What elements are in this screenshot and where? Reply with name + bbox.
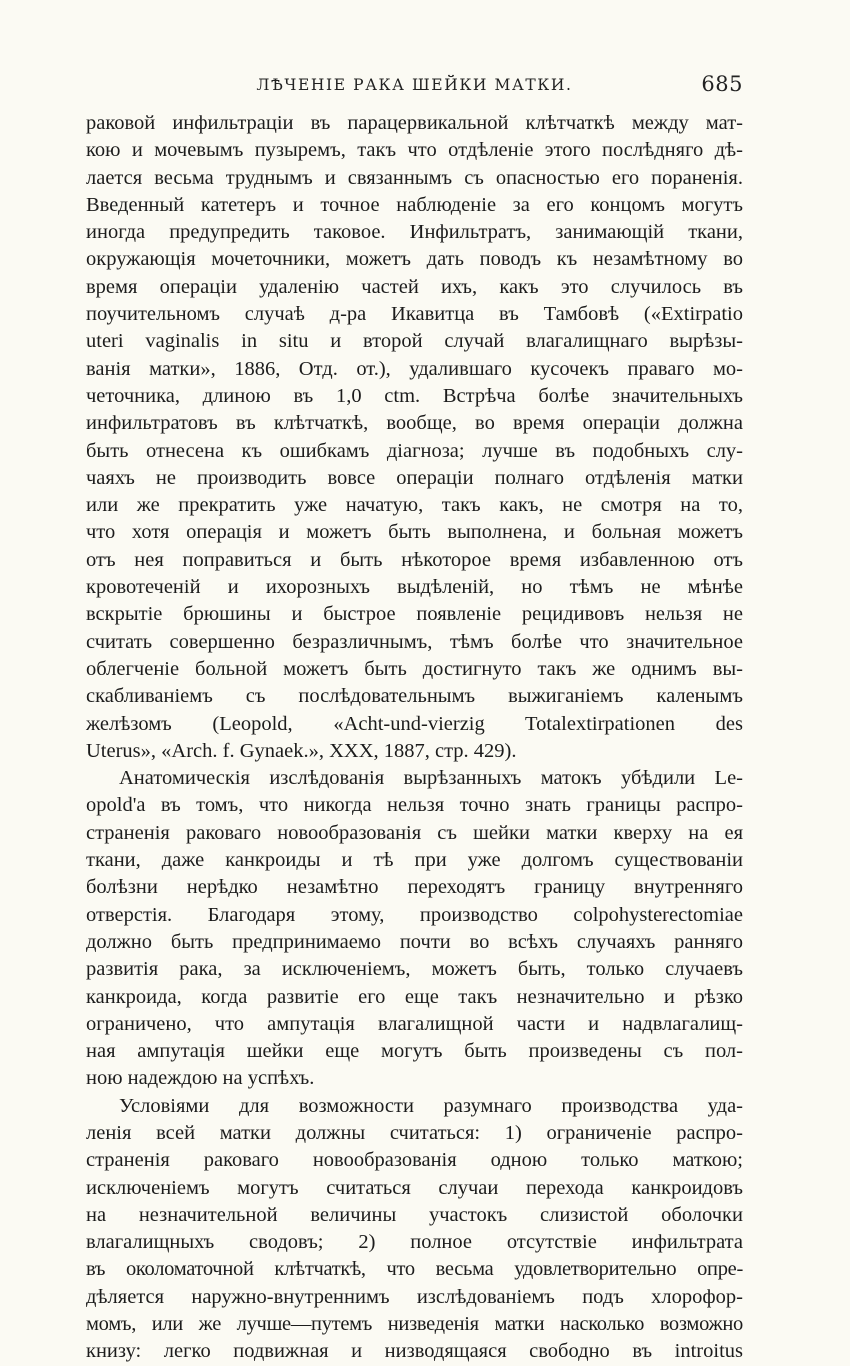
text-line: opold'а въ томъ, что никогда нельзя точно знать границы распро- [86, 794, 743, 817]
text-line: дѣляется наружно-внутреннимъ изслѣдованіемъ подъ хлорофор- [86, 1285, 743, 1308]
text-line: должно быть предпринимаемо почти во всѣхъ случаяхъ ранняго [86, 930, 743, 953]
running-title: ЛѢЧЕНІЕ РАКА ШЕЙКИ МАТКИ. [256, 76, 573, 94]
text-line: поучительномъ случаѣ д-ра Икавитца въ Тамбовѣ («Extirpatio [86, 303, 743, 326]
text-line: болѣзни нерѣдко незамѣтно переходятъ границу внутренняго [86, 876, 743, 899]
text-line: момъ, или же лучше—путемъ низведенія матки насколько возможно [86, 1313, 743, 1336]
text-line: страненія раковаго новообразованія съ шейки матки кверху на ея [86, 821, 743, 844]
text-line: ванія матки», 1886, Отд. от.), удалившаго кусочекъ праваго мо- [86, 357, 743, 380]
text-line: ограничено, что ампутація влагалищной части и надвлагалищ- [86, 1012, 743, 1035]
text-line: время операціи удаленію частей ихъ, какъ это случилось въ [86, 275, 743, 298]
text-line: Условіями для возможности разумнаго производства уда- [119, 1094, 743, 1117]
text-line: считать совершенно безразличнымъ, тѣмъ болѣе что значительное [86, 630, 743, 653]
text-line: на незначительной величины участокъ слизистой оболочки [86, 1203, 743, 1226]
paragraph-2 [86, 765, 743, 1093]
text-line: uteri vaginalis in situ и второй случай влагалищнаго вырѣзы- [86, 330, 743, 353]
text-line: отверстія. Благодаря этому, производство colpohysterectomiae [86, 903, 743, 926]
paragraph-3 [86, 1093, 743, 1366]
text-line: ная ампутація шейки еще могутъ быть произведены съ пол- [86, 1040, 743, 1063]
page-number: 685 [701, 72, 743, 96]
text-line: книзу: легко подвижная и низводящаяся свободно въ introitus [86, 1340, 743, 1363]
text-line: Анатомическія изслѣдованія вырѣзанныхъ матокъ убѣдили Le- [119, 767, 743, 790]
text-line: что хотя операція и можетъ быть выполнена, и больная можетъ [86, 521, 743, 544]
text-line: ною надеждою на успѣхъ. [86, 1067, 315, 1090]
text-line: канкроида, когда развитіе его еще такъ незначительно и рѣзко [86, 985, 743, 1008]
text-line: въ околоматочной клѣтчаткѣ, что весьма удовлетворительно опре- [86, 1258, 743, 1281]
text-line: вскрытіе брюшины и быстрое появленіе рецидивовъ нельзя не [86, 603, 743, 626]
text-line: кровотеченій и ихорозныхъ выдѣленій, но тѣмъ не мѣнѣе [86, 576, 743, 599]
text-line: чаяхъ не производить вовсе операціи полнаго отдѣленія матки [86, 466, 743, 489]
text-line: Введенный катетеръ и точное наблюденіе за его концомъ могутъ [86, 193, 743, 216]
text-line: ленія всей матки должны считаться: 1) ограниченіе распро- [86, 1121, 743, 1144]
text-line: скабливаніемъ съ послѣдовательнымъ выжиганіемъ каленымъ [86, 685, 743, 708]
text-line: Uterus», «Arch. f. Gynaek.», XXX, 1887, стр. 429). [86, 739, 517, 762]
text-line: исключеніемъ могутъ считаться случаи перехода канкроидовъ [86, 1176, 743, 1199]
body-text [86, 110, 743, 1366]
text-line: желѣзомъ (Leopold, «Acht-und-vierzig Totalextirpationen des [86, 712, 743, 735]
page-header [86, 72, 743, 102]
text-line: влагалищныхъ сводовъ; 2) полное отсутствіе инфильтрата [86, 1231, 743, 1254]
text-line: страненія раковаго новообразованія одною только маткою; [86, 1149, 743, 1172]
text-line: отъ нея поправиться и быть нѣкоторое время избавленною отъ [86, 548, 743, 571]
text-line: кою и мочевымъ пузыремъ, такъ что отдѣленіе этого послѣдняго дѣ- [86, 139, 743, 162]
text-line: иногда предупредить таковое. Инфильтратъ, занимающій ткани, [86, 221, 743, 244]
text-line: раковой инфильтраціи въ парацервикальной клѣтчаткѣ между мат- [86, 112, 743, 134]
text-line: четочника, длиною въ 1,0 ctm. Встрѣча болѣе значительныхъ [86, 384, 743, 407]
paragraph-1 [86, 110, 743, 765]
text-line: быть отнесена къ ошибкамъ діагноза; лучше въ подобныхъ слу- [86, 439, 743, 462]
text-line: облегченіе больной можетъ быть достигнуто такъ же однимъ вы- [86, 657, 743, 680]
text-line: или же прекратить уже начатую, такъ какъ, не смотря на то, [86, 494, 743, 517]
text-line: ткани, даже канкроиды и тѣ при уже долгомъ существованіи [86, 849, 743, 872]
text-line: развитія рака, за исключеніемъ, можетъ быть, только случаевъ [86, 958, 743, 981]
text-line: окружающія мочеточники, можетъ дать поводъ къ незамѣтному во [86, 248, 743, 271]
text-line: лается весьма труднымъ и связаннымъ съ опасностью его пораненія. [86, 166, 743, 189]
text-line: инфильтратовъ въ клѣтчаткѣ, вообще, во время операціи должна [86, 412, 743, 435]
